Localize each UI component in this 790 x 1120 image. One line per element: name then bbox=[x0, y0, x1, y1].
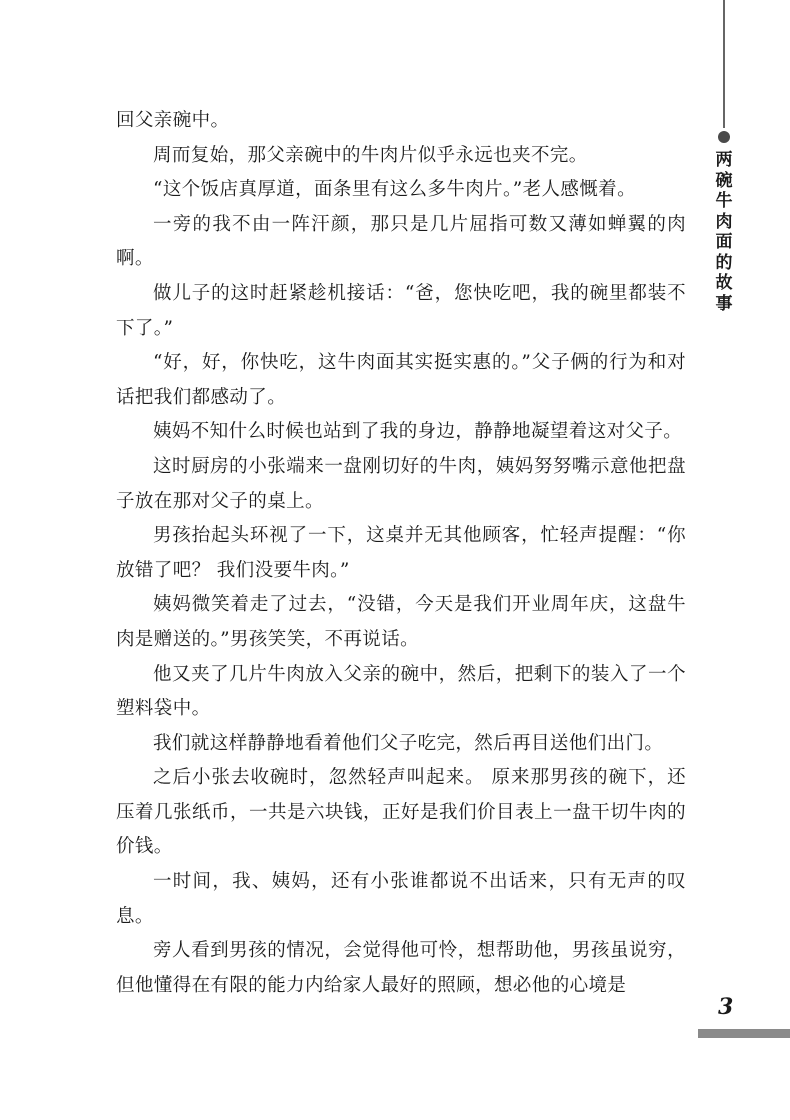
paragraph: 之后小张去收碗时，忽然轻声叫起来。 原来那男孩的碗下，还压着几张纸币，一共是六块钱，正好是我们价目表上一盘干切牛肉的价钱。 bbox=[116, 767, 686, 858]
paragraph: 我们就这样静静地看着他们父子吃完，然后再目送他们出门。 bbox=[153, 732, 664, 754]
paragraph: 姨妈微笑着走了过去，“没错，今天是我们开业周年庆，这盘牛肉是赠送的。”男孩笑笑，不再说话。 bbox=[116, 594, 686, 650]
paragraph: 一旁的我不由一阵汗颜，那只是几片屈指可数又薄如蝉翼的肉啊。 bbox=[116, 213, 686, 270]
paragraph: 男孩抬起头环视了一下，这桌并无其他顾客，忙轻声提醒：“你放错了吧？ 我们没要牛肉。” bbox=[116, 525, 686, 581]
page-number-bar bbox=[698, 1029, 790, 1038]
side-rule bbox=[723, 0, 725, 128]
paragraph: “好，好，你快吃，这牛肉面其实挺实惠的。”父子俩的行为和对话把我们都感动了。 bbox=[116, 352, 686, 408]
paragraph: 他又夹了几片牛肉放入父亲的碗中，然后，把剩下的装入了一个塑料袋中。 bbox=[116, 663, 686, 720]
paragraph: 做儿子的这时赶紧趁机接话：“爸，您快吃吧，我的碗里都装不下了。” bbox=[116, 282, 686, 339]
body-text bbox=[116, 104, 686, 1003]
running-chapter-title: 两碗牛肉面的故事 bbox=[715, 150, 733, 314]
paragraph: 周而复始，那父亲碗中的牛肉片似乎永远也夹不完。 bbox=[153, 144, 588, 166]
paragraph: 回父亲碗中。 bbox=[116, 110, 230, 131]
paragraph: 这时厨房的小张端来一盘刚切好的牛肉，姨妈努努嘴示意他把盘子放在那对父子的桌上。 bbox=[116, 455, 686, 512]
paragraph: “这个饭店真厚道，面条里有这么多牛肉片。”老人感慨着。 bbox=[153, 179, 636, 201]
side-bullet-dot bbox=[718, 131, 730, 143]
paragraph: 姨妈不知什么时候也站到了我的身边，静静地凝望着这对父子。 bbox=[153, 421, 683, 443]
page-number: 3 bbox=[718, 994, 734, 1020]
paragraph: 一时间，我、姨妈，还有小张谁都说不出话来，只有无声的叹息。 bbox=[116, 871, 686, 927]
paragraph: 旁人看到男孩的情况，会觉得他可怜，想帮助他，男孩虽说穷，但他懂得在有限的能力内给家人最好的照顾，想必他的心境是 bbox=[116, 940, 686, 996]
